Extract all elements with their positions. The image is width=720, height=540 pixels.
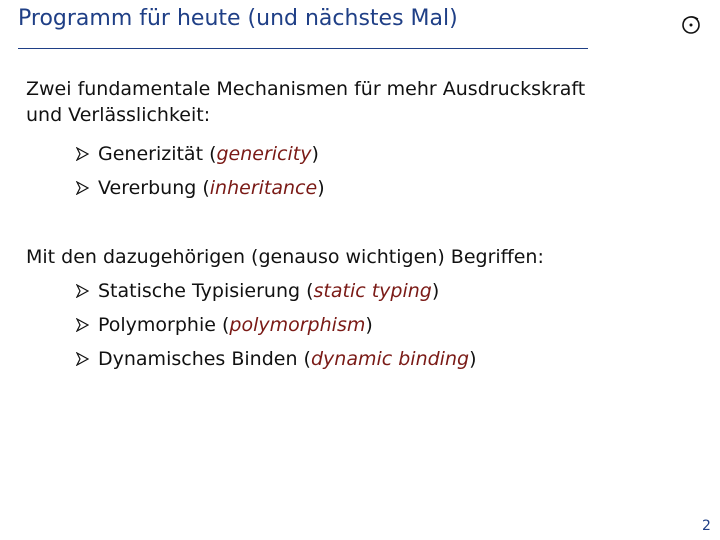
- page-number: 2: [702, 518, 711, 534]
- bullet-term: polymorphism: [229, 314, 366, 336]
- bullet-term: inheritance: [209, 177, 318, 199]
- bullet-close: ): [311, 143, 319, 165]
- bullet-close: ): [365, 314, 373, 336]
- arrow-bullet-icon: [76, 318, 98, 332]
- arrow-bullet-icon: [76, 284, 98, 298]
- bullet-term: static typing: [313, 280, 432, 302]
- slide-title: Programm für heute (und nächstes Mal): [18, 6, 458, 31]
- bullet-item: [76, 171, 325, 205]
- bullet-close: ): [469, 348, 477, 370]
- arrow-bullet-icon: [76, 352, 98, 366]
- bullet-close: ): [431, 280, 440, 302]
- bullet-term: genericity: [216, 143, 312, 165]
- bullet-text: Generizität (: [98, 143, 217, 165]
- intro-line-2: und Verlässlichkeit:: [26, 104, 211, 126]
- bullet-item: [76, 274, 476, 308]
- bullet-text: Dynamisches Binden (: [98, 348, 311, 370]
- bullet-list-concepts: [76, 274, 476, 376]
- intro-text: [26, 76, 585, 128]
- eiffel-logo-icon: [680, 14, 702, 36]
- bullet-text: Statische Typisierung (: [98, 280, 314, 302]
- bullet-term: dynamic binding: [310, 348, 470, 370]
- arrow-bullet-icon: [76, 181, 98, 195]
- bullet-close: ): [317, 177, 325, 199]
- bullet-item: [76, 342, 476, 376]
- title-underline: [18, 48, 588, 49]
- bullet-item: [76, 308, 476, 342]
- bullet-text: Vererbung (: [98, 177, 210, 199]
- concepts-intro: Mit den dazugehörigen (genauso wichtigen) Begriffen:: [26, 246, 544, 268]
- arrow-bullet-icon: [76, 147, 98, 161]
- intro-line-1: Zwei fundamentale Mechanismen für mehr Ausdruckskraft: [26, 78, 586, 100]
- bullet-text: Polymorphie (: [98, 314, 230, 336]
- bullet-item: [76, 137, 325, 171]
- bullet-list-mechanisms: [76, 137, 325, 205]
